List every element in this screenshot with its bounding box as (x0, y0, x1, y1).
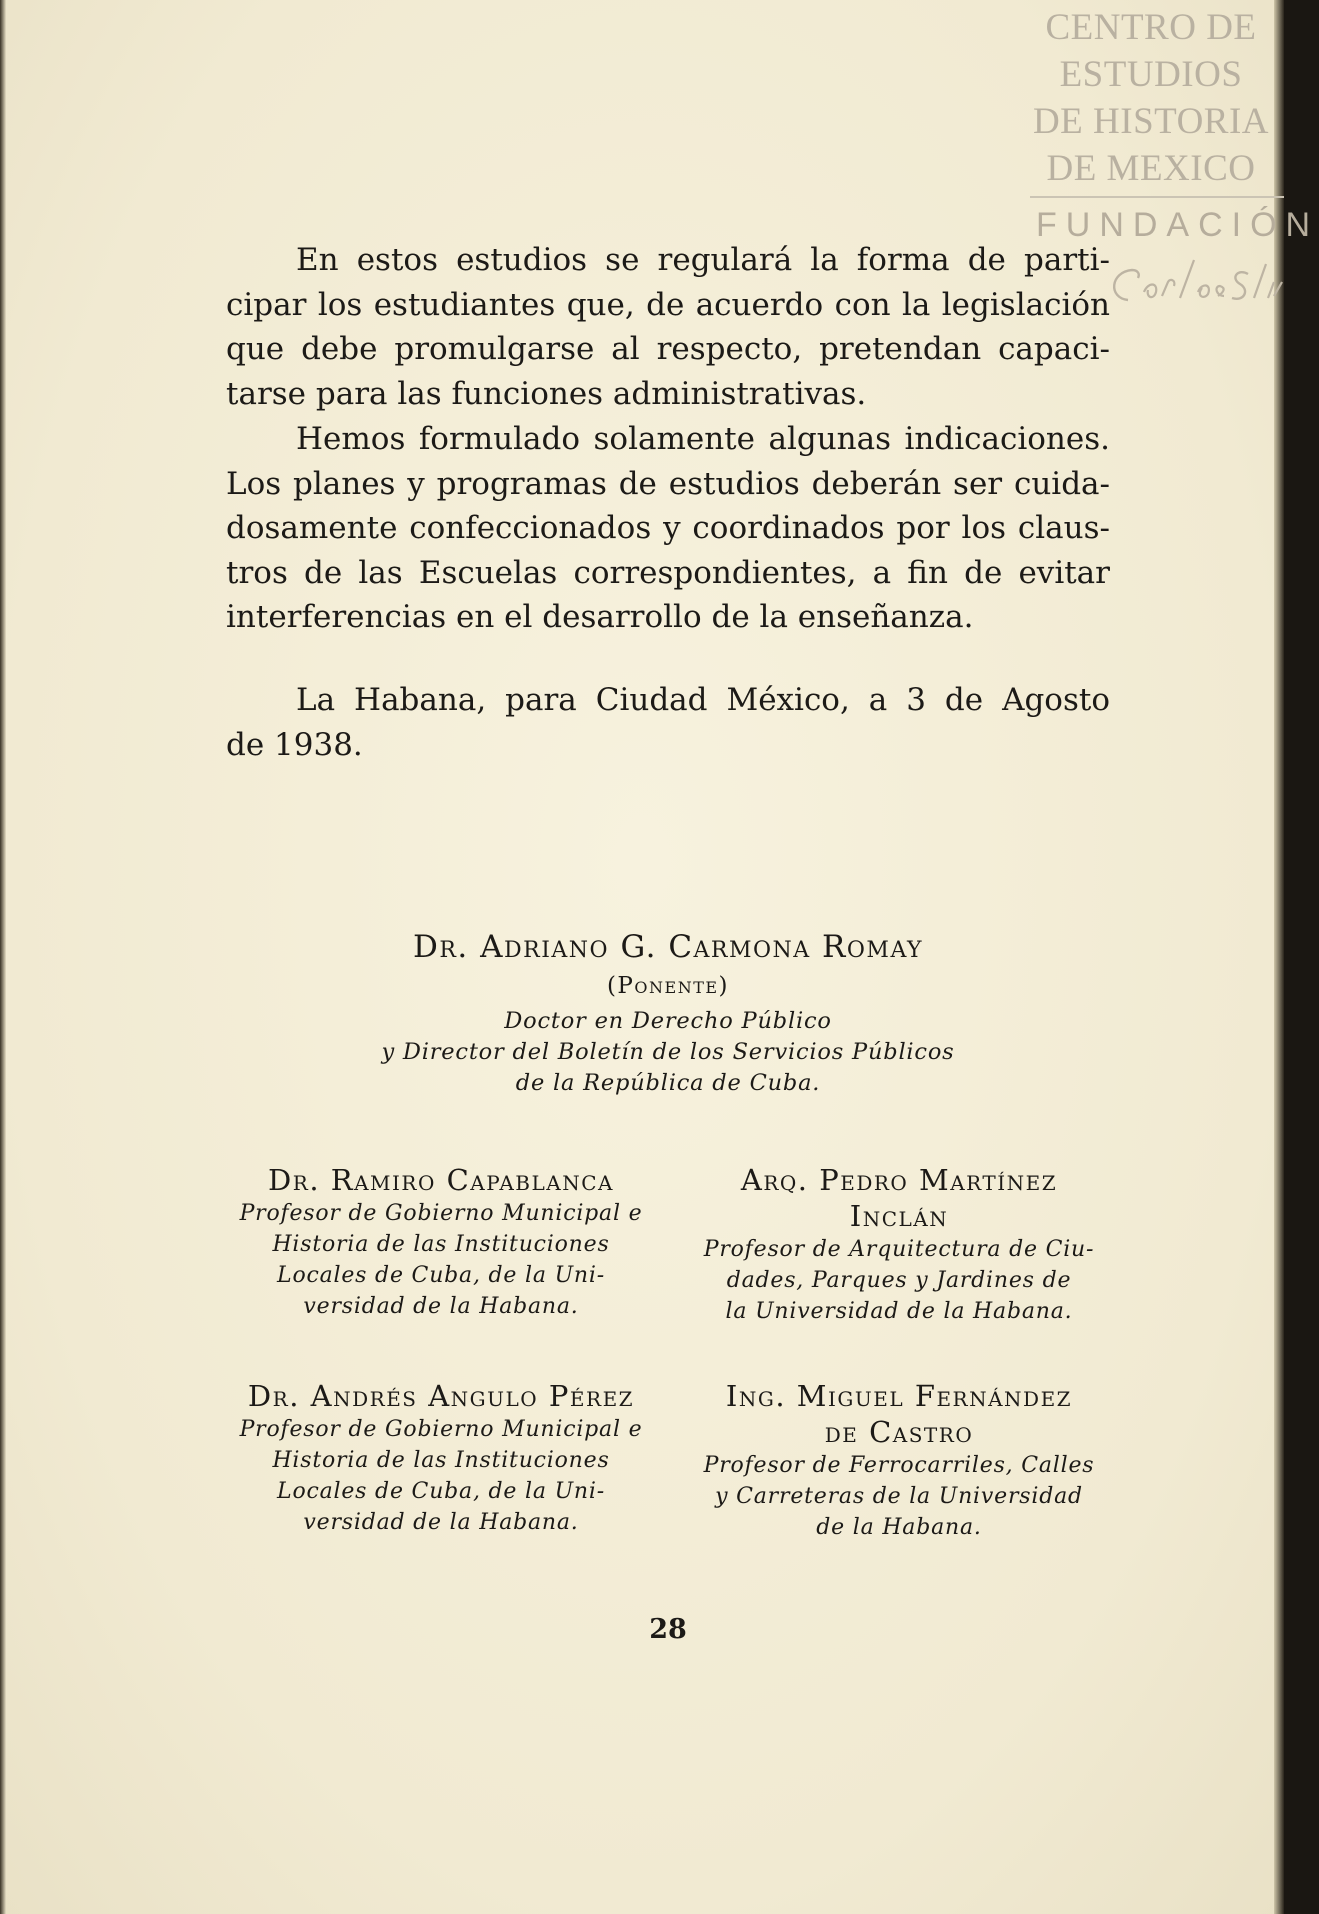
text-line: interferencias en el desarrollo de la enseñanza. (226, 599, 974, 635)
signatory-title-line: versidad de la Habana. (303, 1294, 579, 1319)
main-signatory (226, 928, 1110, 1099)
watermark-line: ESTUDIOS (1059, 54, 1243, 95)
signatory-name: de Castro (824, 1415, 974, 1449)
signatory-title-line: Locales de Cuba, de la Uni- (277, 1263, 605, 1288)
watermark-line: DE HISTORIA (1032, 101, 1270, 142)
signatory-title-line: versidad de la Habana. (303, 1510, 579, 1535)
text-line: cipar los estudiantes que, de acuerdo con la legislación (226, 286, 1110, 323)
text-line: La Habana, para Ciudad México, a 3 de Agosto (296, 682, 1110, 718)
signatory-title-line: Profesor de Ferrocarriles, Calles (703, 1453, 1095, 1478)
signatory-title-line: Profesor de Gobierno Municipal e (239, 1417, 643, 1442)
watermark-stamp (1020, 4, 1282, 192)
paragraph-1 (226, 238, 1110, 416)
text-line: tros de las Escuelas correspondientes, a fin de evitar (226, 554, 1110, 591)
signatory-title-line: la Universidad de la Habana. (725, 1299, 1073, 1324)
signatory-name: Ing. Miguel Fernández (725, 1379, 1073, 1413)
signatory-name: Inclán (849, 1199, 949, 1233)
signatory-title-line: y Director del Boletín de los Servicios Públicos (381, 1039, 955, 1065)
text-line: que debe promulgarse al respecto, pretendan capaci- (226, 331, 1110, 367)
text-line: tarse para las funciones administrativas. (226, 375, 867, 412)
signatory-name: Dr. Adriano G. Carmona Romay (413, 929, 923, 965)
watermark-line: CENTRO DE (1045, 7, 1257, 48)
signatory-block (684, 1378, 1114, 1543)
watermark-signature-logo (1098, 252, 1284, 322)
signatory-block (226, 1378, 656, 1538)
signatory-title-line: Profesor de Gobierno Municipal e (239, 1201, 643, 1226)
text-line: dosamente confeccionados y coordinados por los claus- (226, 510, 1110, 546)
signatory-title-line: Historia de las Instituciones (272, 1232, 610, 1257)
signatory-title-line: Historia de las Instituciones (272, 1448, 610, 1473)
signatory-block (684, 1162, 1114, 1327)
watermark-divider (1030, 196, 1284, 198)
signatory-role: (Ponente) (606, 973, 730, 999)
signatory-title-line: Locales de Cuba, de la Uni- (277, 1479, 605, 1504)
text-line: Los planes y programas de estudios deberán ser cuida- (226, 465, 1110, 502)
paragraph-2 (226, 417, 1110, 640)
signatory-title-line: Doctor en Derecho Público (504, 1008, 832, 1034)
signatory-title-line: dades, Parques y Jardines de (726, 1268, 1072, 1293)
signatory-block (226, 1162, 656, 1322)
signatory-title-line: y Carreteras de la Universidad (715, 1484, 1083, 1509)
signatory-name: Arq. Pedro Martínez (740, 1163, 1058, 1197)
signatory-title-line: de la República de Cuba. (515, 1070, 821, 1096)
signatory-name: Dr. Andrés Angulo Pérez (247, 1379, 635, 1413)
signatory-title-line: Profesor de Arquitectura de Ciu- (703, 1237, 1095, 1262)
text-line: Hemos formulado solamente algunas indicaciones. (296, 421, 1110, 457)
page-number: 28 (649, 1614, 687, 1645)
signatory-name: Dr. Ramiro Capablanca (268, 1163, 614, 1197)
text-line: de 1938. (226, 726, 363, 763)
text-line: En estos estudios se regulará la forma de parti- (296, 242, 1110, 278)
watermark-line: DE MEXICO (1046, 148, 1256, 189)
watermark-fundacion: FUNDACIÓN (1036, 206, 1319, 244)
signatory-title-line: de la Habana. (816, 1515, 982, 1540)
closing-date (226, 678, 1110, 767)
page-left-edge (0, 0, 6, 1914)
